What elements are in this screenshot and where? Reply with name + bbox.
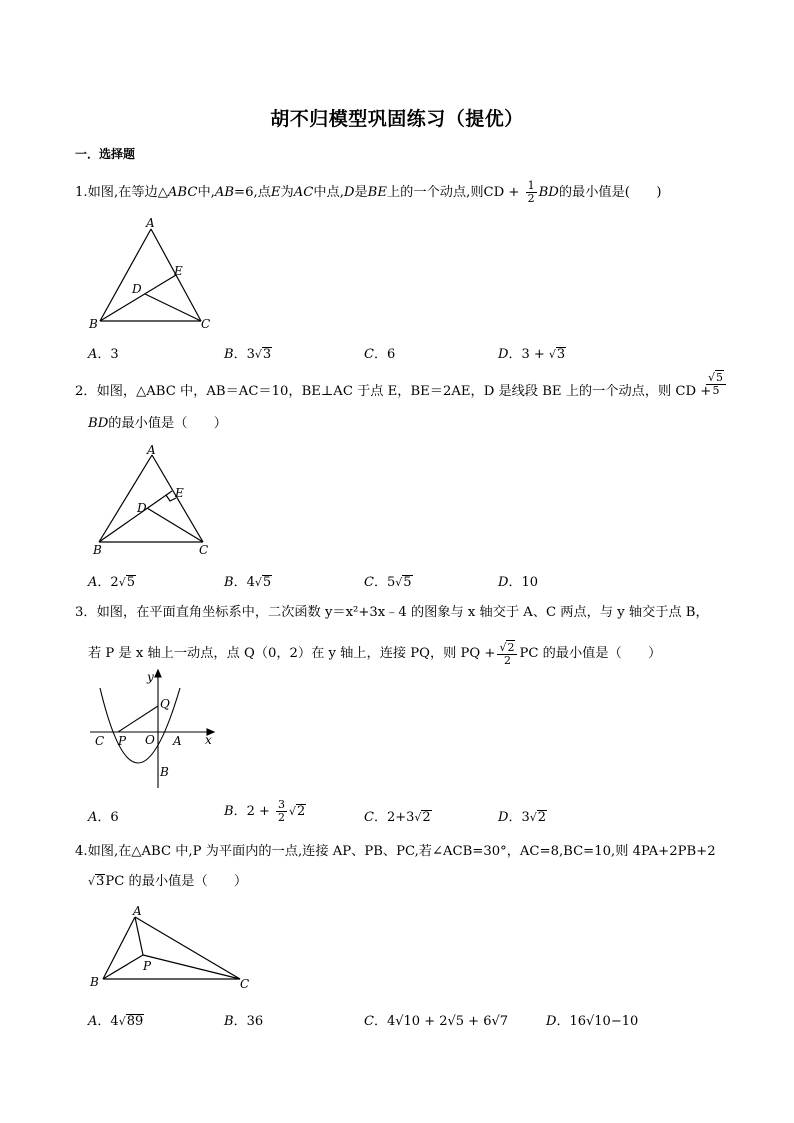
option-letter: A [88, 575, 98, 590]
label-b: B [89, 317, 98, 331]
q4-line1-text: .如图,在△ABC 中,P 为平面内的一点,连接 AP、PB、PC,若∠ACB=30°，AC=8,BC=10,则 4PA+2PB+2 [83, 844, 716, 859]
q1-e: E [270, 185, 281, 200]
label-p: P [118, 734, 127, 748]
sqrt-icon: √ [499, 641, 507, 654]
segment-dc [147, 508, 203, 542]
option-text: 6 [386, 347, 396, 362]
question-number: 3 [75, 605, 84, 620]
option-text: 16√10−10 [569, 1014, 639, 1029]
q4-line2-text: PC 的最小值是（ ） [105, 874, 248, 889]
q3-option-d[interactable]: D．3√2 [498, 810, 547, 825]
option-letter: C [364, 810, 374, 825]
question-3-line-2 [88, 640, 661, 667]
q3-line2-text-a: 若 P 是 x 轴上一动点，点 Q（0，2）在 y 轴上，连接 PQ，则 PQ + [88, 646, 496, 661]
q2-line1-text: ．如图，△ABC 中，AB＝AC＝10，BE⊥AC 于点 E，BE＝2AE，D 是线段 BE 上的一个动点，则 CD + [83, 384, 712, 399]
q3-option-a[interactable]: A．6 [88, 810, 119, 825]
option-letter: A [88, 1014, 98, 1029]
label-o: O [145, 733, 155, 747]
segment-cp [143, 955, 240, 979]
radicand: 5 [262, 575, 272, 590]
radicand: 3 [96, 874, 105, 889]
question-number: 4 [75, 844, 84, 859]
q1-be: BE [367, 185, 387, 200]
q3-line2-text-b: PC 的最小值是（ ） [519, 646, 662, 661]
option-letter: D [498, 575, 509, 590]
q4-option-b[interactable]: B．36 [224, 1014, 264, 1029]
label-c: C [199, 543, 209, 557]
q4-option-d[interactable]: D．16√10−10 [546, 1014, 639, 1029]
q4-triangle-figure [85, 900, 260, 995]
question-1-text: 1.如图,在等边△ABC中,AB=6,点E为AC中点,D是BE上的一个动点,则CD + $\frac{1}{2}$ BD的最小值是( ) [75, 179, 662, 205]
option-text: 3 + [521, 347, 549, 362]
q1-d: D [343, 185, 355, 200]
fraction-numerator [497, 640, 517, 655]
q2-bd: BD [88, 416, 109, 431]
q1-triangle-figure [85, 212, 220, 332]
q2-option-c[interactable]: C．5√5 [364, 575, 412, 590]
fraction-numerator [706, 370, 726, 385]
radicand: 2 [537, 810, 547, 825]
option-text: 4√10 + 2√5 + 6√7 [386, 1014, 509, 1029]
option-text: 4 [110, 1014, 119, 1029]
q1-option-a[interactable]: A．3 [88, 347, 119, 362]
sqrt-icon: √ [708, 371, 716, 384]
y-axis-arrow-icon [155, 670, 161, 677]
q1-text-a: 如图,在等边△ [87, 185, 168, 200]
radicand: 2 [507, 641, 515, 654]
label-q: Q [160, 697, 170, 711]
option-letter: C [364, 575, 374, 590]
option-letter: B [224, 347, 234, 362]
label-b: B [160, 765, 169, 779]
q4-option-a[interactable]: A．4√89 [88, 1014, 144, 1029]
label-e: E [175, 486, 184, 500]
label-y: y [147, 670, 154, 684]
q1-text-e: 中点, [313, 185, 344, 200]
q3-parabola-figure [88, 668, 223, 793]
label-b: B [90, 975, 99, 989]
question-2-line-2 [88, 414, 227, 434]
page-title: 胡不归模型巩固练习（提优） [270, 108, 524, 130]
sqrt-icon: √ [548, 348, 556, 361]
option-letter: A [88, 347, 98, 362]
fraction-denominator: 5 [712, 384, 720, 397]
question-2-line-1 [75, 382, 711, 402]
q2-option-d[interactable]: D．10 [498, 575, 538, 590]
fraction-numerator: 3 [278, 798, 286, 811]
q3-line1-text: ．如图，在平面直角坐标系中，二次函数 y＝x²+3x﹣4 的图象与 x 轴交于 A、C 两点，与 y 轴交于点 B， [83, 605, 709, 620]
q2-triangle-figure [85, 440, 220, 560]
edge-ab [100, 229, 151, 321]
question-number: 1 [75, 185, 84, 200]
radicand: 5 [403, 575, 412, 590]
option-text: 10 [521, 575, 538, 590]
question-4-line-2 [88, 872, 247, 892]
edge-ab [99, 455, 152, 542]
label-p: P [143, 959, 152, 973]
option-letter: C [364, 347, 374, 362]
label-a: A [133, 904, 142, 918]
q1-text-c: =6,点 [234, 185, 271, 200]
question-3-line-1 [75, 603, 709, 623]
q1-ab: AB [214, 185, 235, 200]
fraction [706, 370, 726, 397]
option-letter: D [546, 1014, 557, 1029]
option-text: 36 [246, 1014, 264, 1029]
label-x: x [205, 733, 212, 747]
fraction [526, 180, 537, 205]
label-c: C [201, 317, 211, 331]
q1-bd: BD [538, 185, 559, 200]
q1-text-f: 是 [354, 185, 368, 200]
q3-option-b[interactable]: B．2 + $\frac{3}{2}$ √2 [224, 798, 306, 824]
label-e: E [174, 264, 183, 278]
option-text: 2+3 [386, 810, 415, 825]
radicand: 3 [556, 347, 566, 362]
option-letter: A [88, 810, 98, 825]
q1-text-g: 上的一个动点,则CD + [387, 185, 524, 200]
radicand: 2 [297, 804, 306, 819]
sqrt-icon: √ [395, 576, 403, 589]
label-d: D [132, 282, 142, 296]
option-text: 3 [521, 810, 530, 825]
radicand: 3 [262, 347, 272, 362]
q1-option-b[interactable]: B．3√3 [224, 347, 272, 362]
sqrt-icon: √ [88, 875, 96, 888]
option-letter: D [498, 347, 509, 362]
option-text: 2 + [246, 804, 275, 819]
sqrt-icon: √ [118, 576, 126, 589]
q1-abc: ABC [167, 185, 198, 200]
q2-option-b[interactable]: B．4√5 [224, 575, 272, 590]
q2-option-a[interactable]: A．2√5 [88, 575, 135, 590]
option-letter: B [224, 1014, 234, 1029]
label-c: C [240, 977, 250, 991]
fraction [276, 799, 287, 824]
option-letter: C [364, 1014, 374, 1029]
sqrt-icon: √ [254, 576, 262, 589]
fraction-denominator: 2 [278, 811, 286, 824]
q1-text-d: 为 [280, 185, 294, 200]
label-a: A [147, 443, 156, 457]
radicand: 89 [126, 1014, 144, 1029]
q1-option-c[interactable]: C．6 [364, 347, 396, 362]
q3-option-c[interactable]: C．2+3√2 [364, 810, 431, 825]
radicand: 5 [716, 371, 724, 384]
option-text: 5 [386, 575, 396, 590]
question-number: 2 [75, 384, 84, 399]
segment-ap [135, 917, 143, 955]
option-letter: D [498, 810, 509, 825]
question-4-line-1 [75, 842, 716, 862]
fraction-numerator: 1 [527, 179, 535, 192]
label-b: B [93, 543, 102, 557]
option-text: 3 [110, 347, 119, 362]
label-c: C [95, 734, 105, 748]
sqrt-icon: √ [414, 811, 422, 824]
radicand: 2 [422, 810, 431, 825]
label-a: A [173, 734, 182, 748]
q2-line2-text: 的最小值是（ ） [108, 416, 227, 431]
option-text: 6 [110, 810, 119, 825]
q1-text-h: 的最小值是( ) [558, 185, 662, 200]
radicand: 5 [126, 575, 135, 590]
segment-pq [118, 706, 158, 732]
option-text: 2 [110, 575, 119, 590]
option-letter: B [224, 575, 234, 590]
sqrt-icon: √ [289, 805, 297, 818]
fraction-denominator: 2 [503, 654, 511, 667]
option-letter: B [224, 804, 234, 819]
sqrt-icon: √ [118, 1015, 126, 1028]
sqrt-icon: √ [529, 811, 537, 824]
option-text: 3 [246, 347, 255, 362]
option-text: 4 [246, 575, 255, 590]
label-a: A [146, 216, 155, 230]
q1-option-d[interactable]: D．3 + √3 [498, 347, 566, 362]
q1-text-b: 中, [197, 185, 215, 200]
fraction-denominator: 2 [527, 192, 535, 205]
segment-dc [145, 294, 201, 321]
section-heading: 一．选择题 [75, 147, 136, 161]
q4-option-c[interactable]: C．4√10 + 2√5 + 6√7 [364, 1014, 509, 1029]
sqrt-icon: √ [254, 348, 262, 361]
label-d: D [137, 501, 147, 515]
fraction [497, 640, 517, 667]
q1-ac: AC [293, 185, 314, 200]
